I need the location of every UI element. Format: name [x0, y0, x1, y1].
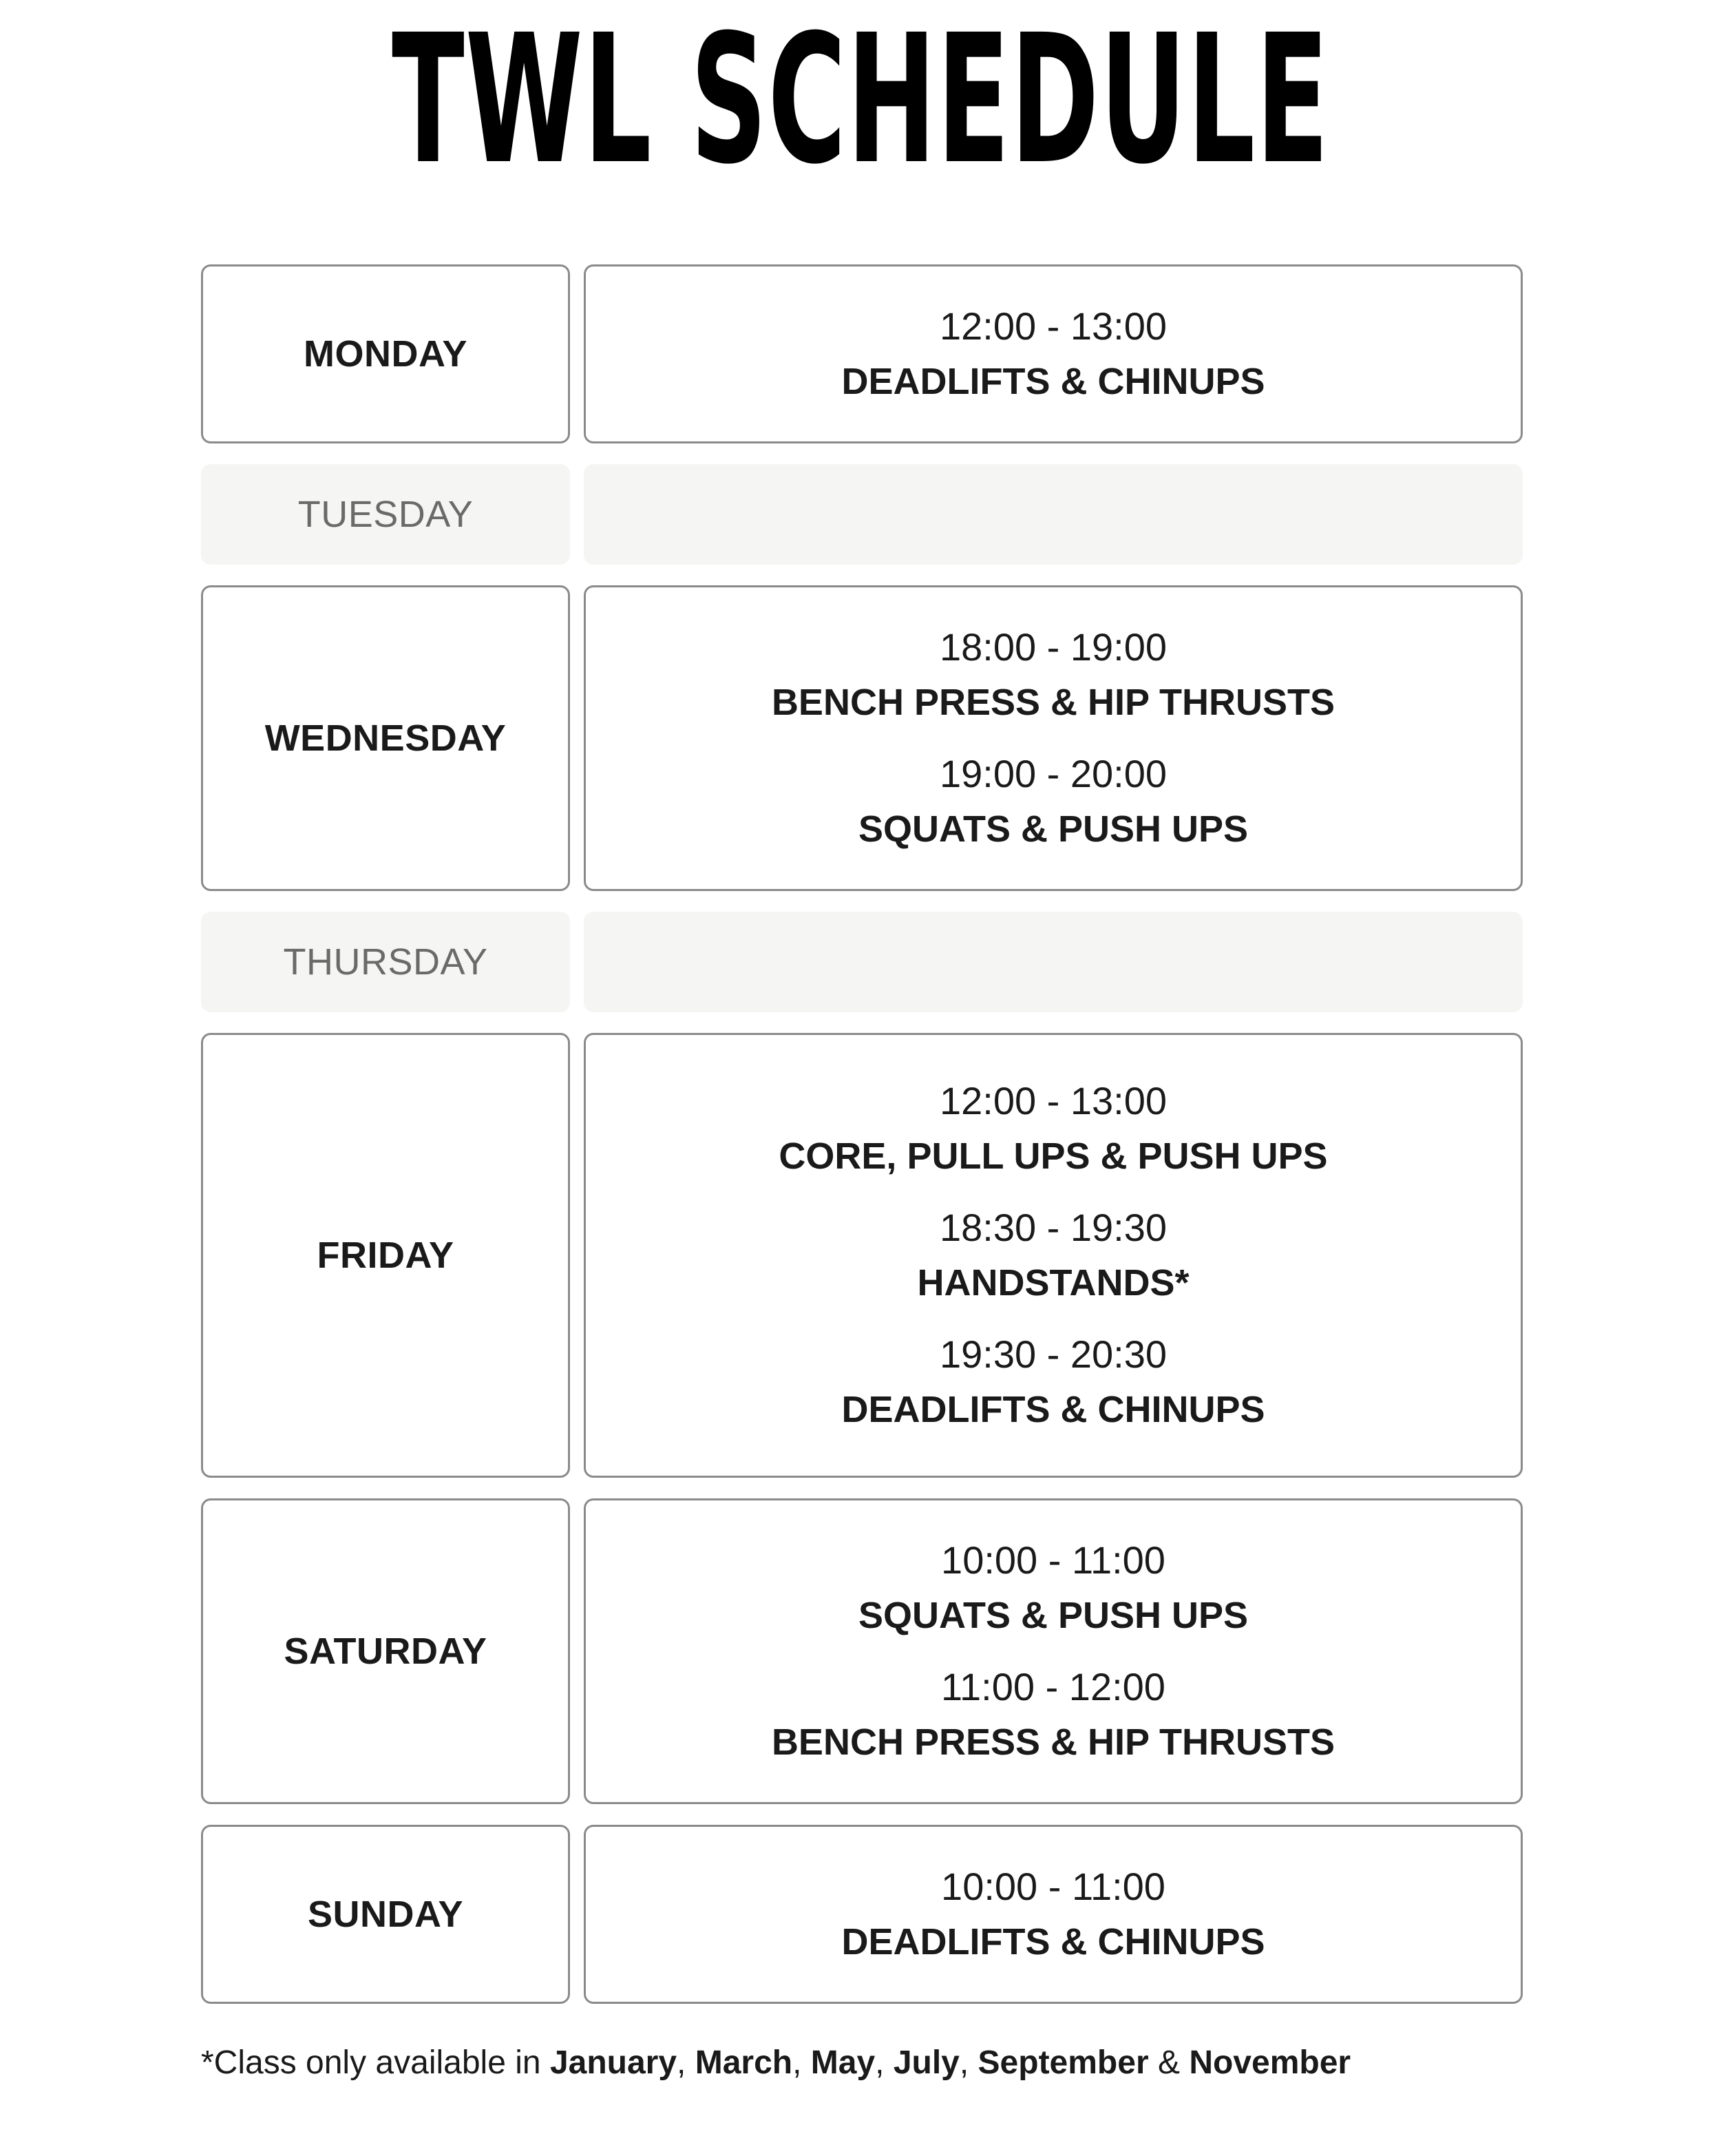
classes-cell — [584, 1498, 1523, 1804]
classes-cell — [584, 1033, 1523, 1478]
schedule-row-wednesday — [201, 585, 1523, 891]
footnote-separator: , — [875, 2044, 894, 2081]
footnote-prefix: *Class only available in — [201, 2044, 550, 2081]
day-cell — [201, 585, 570, 891]
class-time: 10:00 - 11:00 — [941, 1865, 1165, 1908]
class-session — [841, 1859, 1265, 1969]
schedule-row-thursday — [201, 912, 1523, 1012]
class-time: 18:00 - 19:00 — [939, 625, 1168, 669]
class-name: CORE, PULL UPS & PUSH UPS — [779, 1135, 1328, 1177]
schedule-row-monday — [201, 264, 1523, 443]
class-session — [779, 1074, 1327, 1184]
class-session — [858, 1533, 1248, 1643]
day-cell — [201, 264, 570, 443]
classes-cell-empty — [584, 912, 1523, 1012]
classes-cell-empty — [584, 464, 1523, 565]
day-label: TUESDAY — [297, 494, 474, 535]
day-label: WEDNESDAY — [264, 718, 507, 759]
footnote-month: July — [893, 2044, 960, 2081]
day-cell — [201, 912, 570, 1012]
footnote — [201, 2044, 1351, 2082]
class-name: DEADLIFTS & CHINUPS — [841, 1389, 1265, 1430]
footnote-separator: & — [1148, 2044, 1190, 2081]
classes-cell — [584, 264, 1523, 443]
class-time: 12:00 - 13:00 — [939, 304, 1168, 348]
day-cell — [201, 1825, 570, 2004]
class-time: 11:00 - 12:00 — [941, 1665, 1165, 1708]
day-label: SATURDAY — [284, 1631, 487, 1672]
class-session — [858, 746, 1248, 857]
schedule-row-saturday — [201, 1498, 1523, 1804]
class-name: BENCH PRESS & HIP THRUSTS — [771, 682, 1335, 723]
schedule-row-sunday — [201, 1825, 1523, 2004]
class-name: DEADLIFTS & CHINUPS — [841, 1921, 1265, 1963]
day-cell — [201, 1498, 570, 1804]
class-time: 19:00 - 20:00 — [939, 752, 1168, 795]
day-label: FRIDAY — [317, 1235, 454, 1276]
page-title: TWL SCHEDULE — [391, 0, 1330, 203]
day-cell — [201, 464, 570, 565]
class-time: 10:00 - 11:00 — [941, 1538, 1165, 1582]
footnote-month: March — [695, 2044, 793, 2081]
footnote-separator: , — [959, 2044, 978, 2081]
day-cell — [201, 1033, 570, 1478]
class-session — [772, 1660, 1335, 1770]
class-name: SQUATS & PUSH UPS — [858, 1595, 1249, 1636]
schedule-row-friday — [201, 1033, 1523, 1478]
footnote-month: January — [549, 2044, 677, 2081]
footnote-month: May — [810, 2044, 876, 2081]
class-name: BENCH PRESS & HIP THRUSTS — [771, 1721, 1335, 1763]
day-label: THURSDAY — [283, 941, 488, 983]
class-session — [841, 1327, 1265, 1437]
classes-cell — [584, 1825, 1523, 2004]
footnote-separator: , — [677, 2044, 695, 2081]
class-name: DEADLIFTS & CHINUPS — [841, 361, 1265, 402]
page-title-wrapper — [0, 0, 1721, 203]
class-name: SQUATS & PUSH UPS — [858, 808, 1249, 850]
schedule-row-tuesday — [201, 464, 1523, 565]
class-time: 18:30 - 19:30 — [939, 1206, 1168, 1249]
class-time: 19:30 - 20:30 — [939, 1332, 1168, 1376]
class-session — [841, 299, 1265, 409]
class-time: 12:00 - 13:00 — [939, 1079, 1168, 1122]
class-name: HANDSTANDS* — [917, 1262, 1190, 1304]
footnote-separator: , — [792, 2044, 811, 2081]
schedule-table — [201, 264, 1523, 2024]
day-label: SUNDAY — [307, 1894, 464, 1935]
footnote-month: November — [1189, 2044, 1351, 2081]
footnote-month: September — [978, 2044, 1149, 2081]
class-session — [917, 1200, 1189, 1310]
day-label: MONDAY — [303, 333, 468, 375]
classes-cell — [584, 585, 1523, 891]
class-session — [772, 620, 1335, 730]
